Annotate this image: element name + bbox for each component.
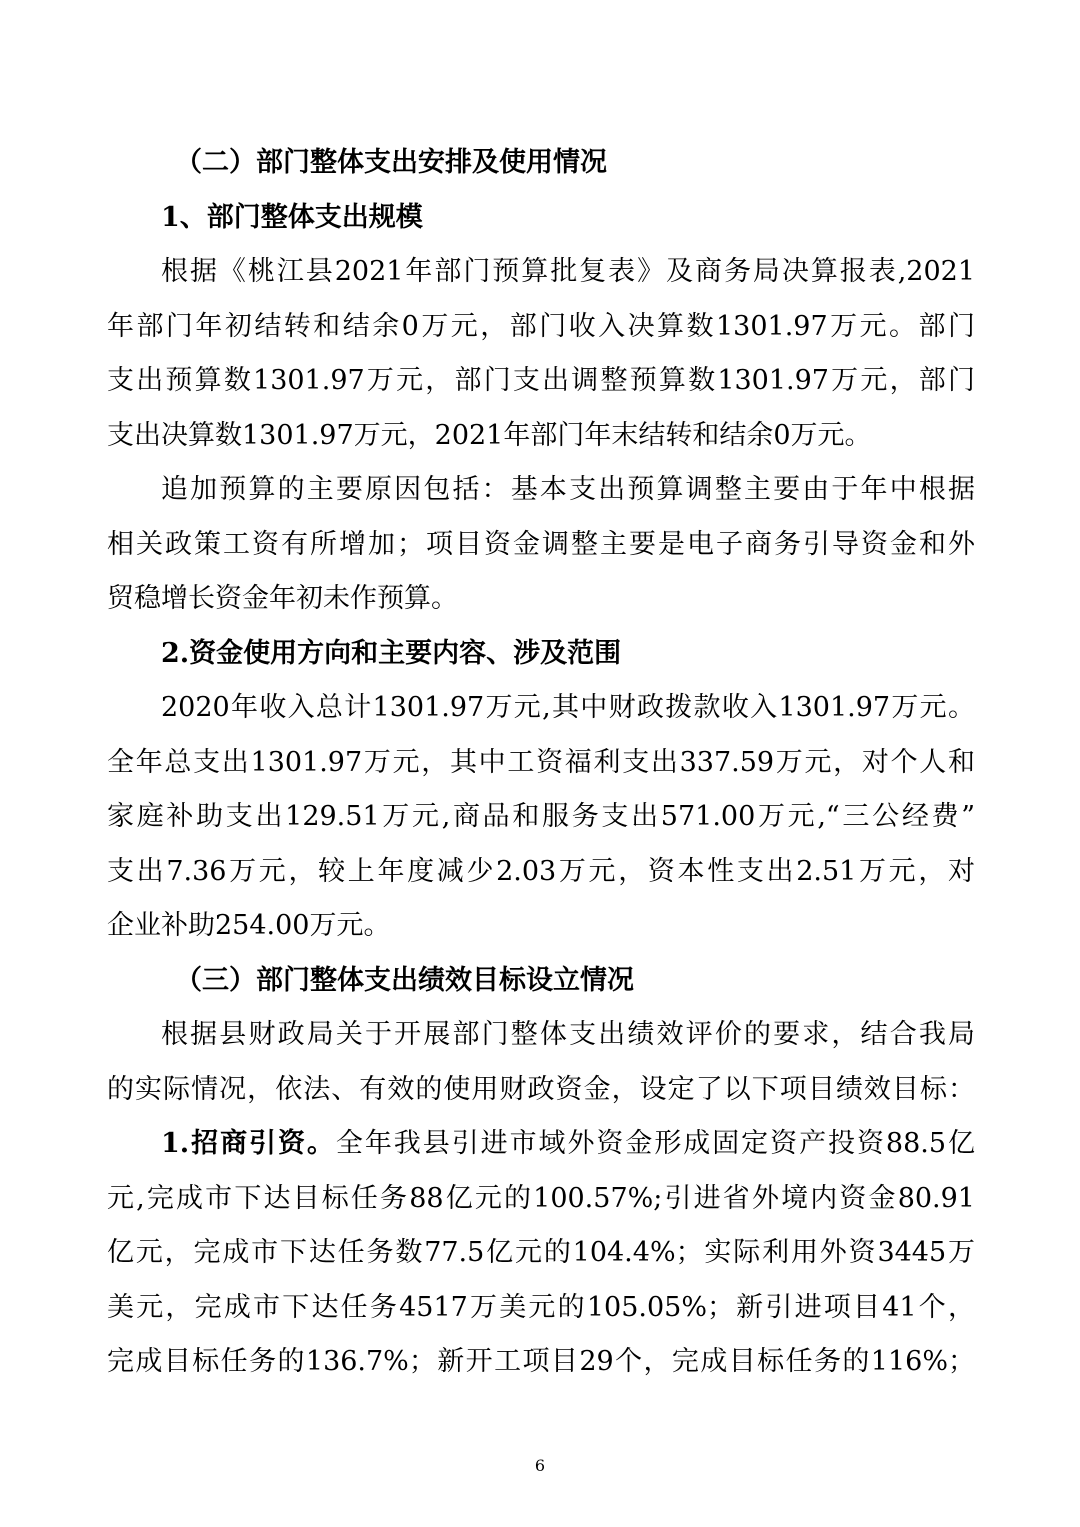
document-body (107, 136, 975, 1390)
paragraph-line: 全年总支出1301.97万元，其中工资福利支出337.59万元，对个人和 (107, 746, 975, 778)
section-heading-3: （三）部门整体支出绩效目标设立情况 (175, 964, 634, 996)
paragraph-line: 贸稳增长资金年初未作预算。 (107, 583, 458, 614)
paragraph-line: 美元，完成市下达任务4517万美元的105.05%；新引进项目41个， (107, 1291, 975, 1323)
paragraph-line: 元,完成市下达目标任务88亿元的100.57%;引进省外境内资金80.91 (107, 1182, 975, 1214)
inline-bold-lead: 1.招商引资。 (161, 1128, 336, 1159)
paragraph-line: 企业补助254.00万元。 (107, 910, 391, 941)
inline-text: 全年我县引进市域外资金形成固定资产投资88.5亿 (335, 1128, 975, 1159)
paragraph-line: 追加预算的主要原因包括：基本支出预算调整主要由于年中根据 (161, 474, 975, 505)
subheading-expenditure-scale: 1、部门整体支出规模 (161, 201, 423, 233)
paragraph-line: 亿元，完成市下达任务数77.5亿元的104.4%；实际利用外资3445万 (107, 1237, 975, 1268)
paragraph-line: 支出7.36万元，较上年度减少2.03万元，资本性支出2.51万元，对 (107, 855, 975, 887)
paragraph-line: 根据《桃江县2021年部门预算批复表》及商务局决算报表,2021 (161, 256, 975, 287)
paragraph-line-investment (107, 1117, 975, 1172)
paragraph-line: 完成目标任务的136.7%；新开工项目29个，完成目标任务的116%； (107, 1346, 975, 1377)
paragraph-line: 2020年收入总计1301.97万元,其中财政拨款收入1301.97万元。 (161, 692, 975, 723)
paragraph-line: 家庭补助支出129.51万元,商品和服务支出571.00万元,“三公经费” (107, 801, 975, 832)
section-heading-2: （二）部门整体支出安排及使用情况 (175, 147, 607, 178)
paragraph-line: 年部门年初结转和结余0万元，部门收入决算数1301.97万元。部门 (107, 310, 975, 342)
paragraph-line: 相关政策工资有所增加；项目资金调整主要是电子商务引导资金和外 (107, 528, 975, 560)
paragraph-line: 根据县财政局关于开展部门整体支出绩效评价的要求，结合我局 (161, 1019, 975, 1050)
subheading-fund-usage: 2.资金使用方向和主要内容、涉及范围 (161, 637, 622, 669)
paragraph-line: 的实际情况，依法、有效的使用财政资金，设定了以下项目绩效目标： (107, 1073, 975, 1105)
paragraph-line: 支出预算数1301.97万元，部门支出调整预算数1301.97万元，部门 (107, 365, 975, 396)
page-number: 6 (534, 1456, 546, 1475)
paragraph-line: 支出决算数1301.97万元，2021年部门年末结转和结余0万元。 (107, 419, 872, 451)
